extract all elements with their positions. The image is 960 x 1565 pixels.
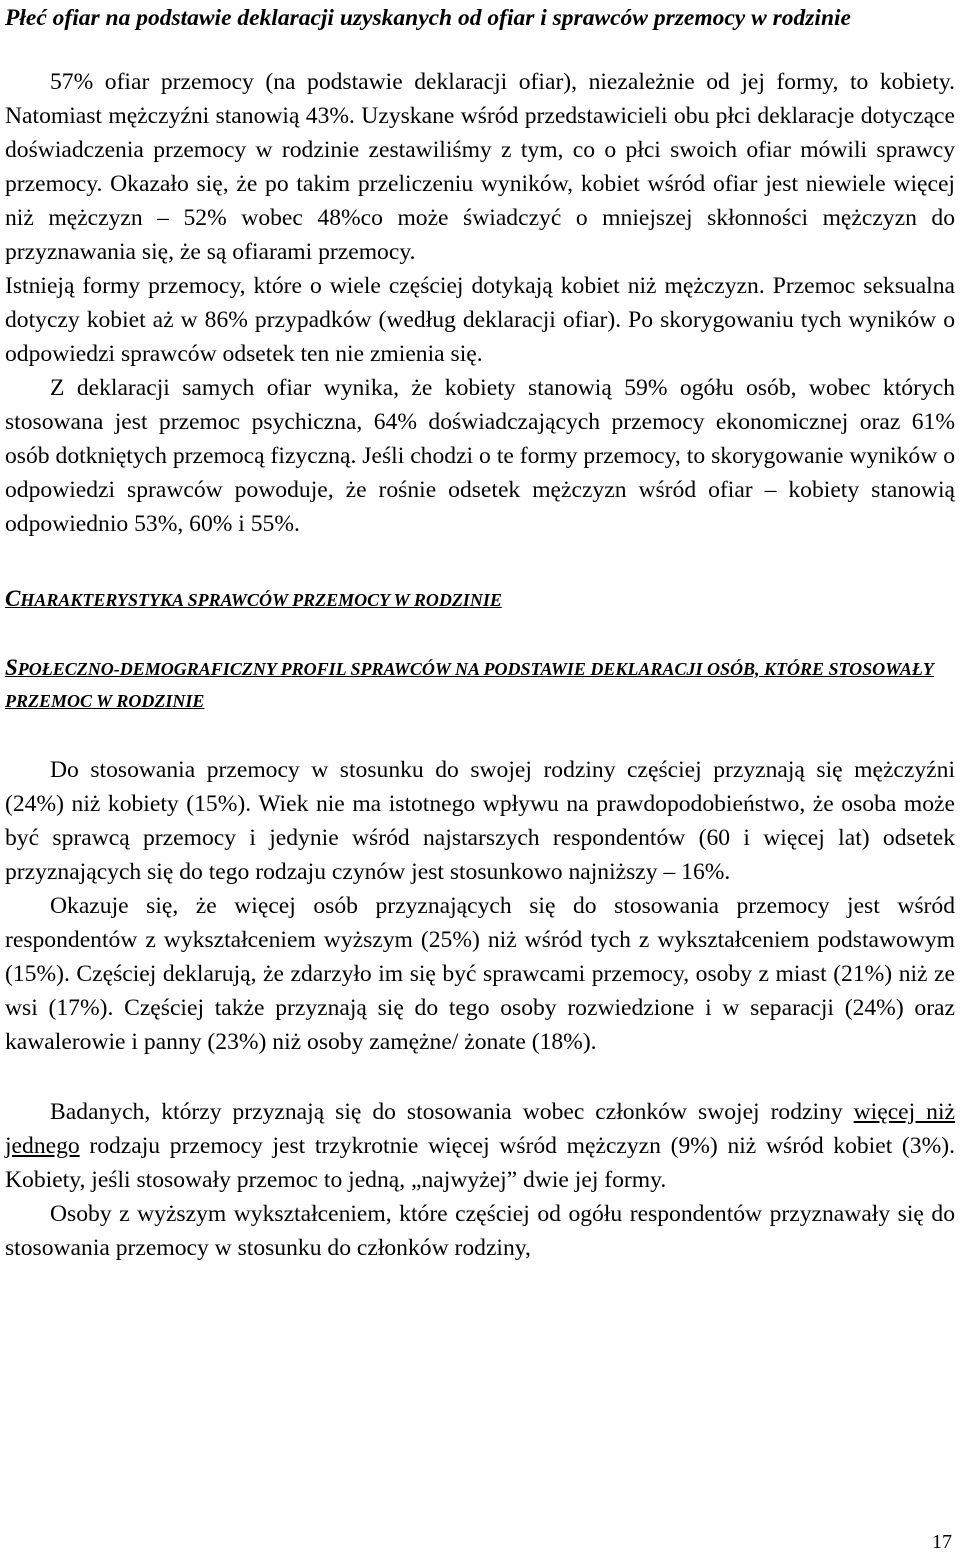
- spacer: [5, 616, 955, 652]
- multiple-forms-paragraph: [5, 1095, 955, 1197]
- chapter-heading: [5, 583, 955, 616]
- higher-education-paragraph: Osoby z wyższym wykształceniem, które częściej od ogółu respondentów przyznawały się do stosowania przemocy w stosunku do członków rodziny,: [5, 1201, 955, 1261]
- spacer: [5, 1059, 955, 1095]
- intro-paragraph: 57% ofiar przemocy (na podstawie deklaracji ofiar), niezależnie od jej formy, to kobiety. Natomiast mężczyźni stanowią 43%. Uzyskane wśród przedstawicieli obu płci deklaracje dotyczące doświadczenia przemocy w rodzinie zestawiliśmy z tym, co o płci swoich ofiar mówili sprawcy przemocy. Okazało się, że po takim przeliczeniu wyników, kobiet wśród ofiar jest niewiele więcej niż mężczyzn – 52% wobec 48%co może świadczyć o mniejszej skłonności mężczyzn do przyznawania się, że są ofiarami przemocy.: [5, 69, 955, 265]
- subsection-heading-initial: S: [5, 655, 18, 680]
- forms-paragraph: Istnieją formy przemocy, które o wiele częściej dotykają kobiet niż mężczyzn. Przemoc seksualna dotyczy kobiet aż w 86% przypadków (według deklaracji ofiar). Po skorygowaniu tych wyników o odpowiedzi sprawców odsetek ten nie zmienia się.: [5, 273, 955, 367]
- section-title: Płeć ofiar na podstawie deklaracji uzyskanych od ofiar i sprawców przemocy w rodzinie: [5, 5, 851, 31]
- chapter-heading-initial: C: [5, 586, 21, 611]
- chapter-heading-rest: HARAKTERYSTYKA SPRAWCÓW PRZEMOCY W RODZINIE: [20, 590, 502, 610]
- multiple-forms-text-after: rodzaju przemocy jest trzykrotnie więcej wśród mężczyzn (9%) niż wśród kobiet (3%). Kobiety, jeśli stosowały przemoc to jedną, „najwyżej” dwie jej formy.: [5, 1133, 955, 1193]
- declarations-paragraph: Z deklaracji samych ofiar wynika, że kobiety stanowią 59% ogółu osób, wobec których stosowana jest przemoc psychiczna, 64% doświadczających przemocy ekonomicznej oraz 61% osób dotkniętych przemocą fizyczną. Jeśli chodzi o te formy przemocy, to skorygowanie wyników o odpowiedzi sprawców powoduje, że rośnie odsetek mężczyzn wśród ofiar – kobiety stanowią odpowiednio 53%, 60% i 55%.: [5, 375, 955, 537]
- document-page: [5, 0, 955, 1265]
- subsection-heading-rest: POŁECZNO-DEMOGRAFICZNY PROFIL SPRAWCÓW NA PODSTAWIE DEKLARACJI OSÓB, KTÓRE STOSOWAŁY PRZEMOC W RODZINIE: [5, 659, 934, 711]
- subsection-heading: [5, 652, 955, 717]
- multiple-forms-text-before: Badanych, którzy przyznają się do stosowania wobec członków swojej rodziny: [50, 1099, 854, 1125]
- spacer: [5, 717, 955, 753]
- page-number: 17: [932, 1531, 952, 1553]
- profile-paragraph: Do stosowania przemocy w stosunku do swojej rodziny częściej przyznają się mężczyźni (24%) niż kobiety (15%). Wiek nie ma istotnego wpływu na prawdopodobieństwo, że osoba może być sprawcą przemocy i jedynie wśród najstarszych respondentów (60 i więcej lat) odsetek przyznających się do tego rodzaju czynów jest stosunkowo najniższy – 16%.: [5, 757, 955, 885]
- spacer: [5, 35, 955, 65]
- multiple-forms-underlined: więcej niż jednego: [5, 1099, 955, 1159]
- spacer: [5, 541, 955, 583]
- education-paragraph: Okazuje się, że więcej osób przyznających się do stosowania przemocy jest wśród respondentów z wykształceniem wyższym (25%) niż wśród tych z wykształceniem podstawowym (15%). Częściej deklarują, że zdarzyło im się być sprawcami przemocy, osoby z miast (21%) niż ze wsi (17%). Częściej także przyznają się do tego osoby rozwiedzione i w separacji (24%) oraz kawalerowie i panny (23%) niż osoby zamężne/ żonate (18%).: [5, 893, 955, 1055]
